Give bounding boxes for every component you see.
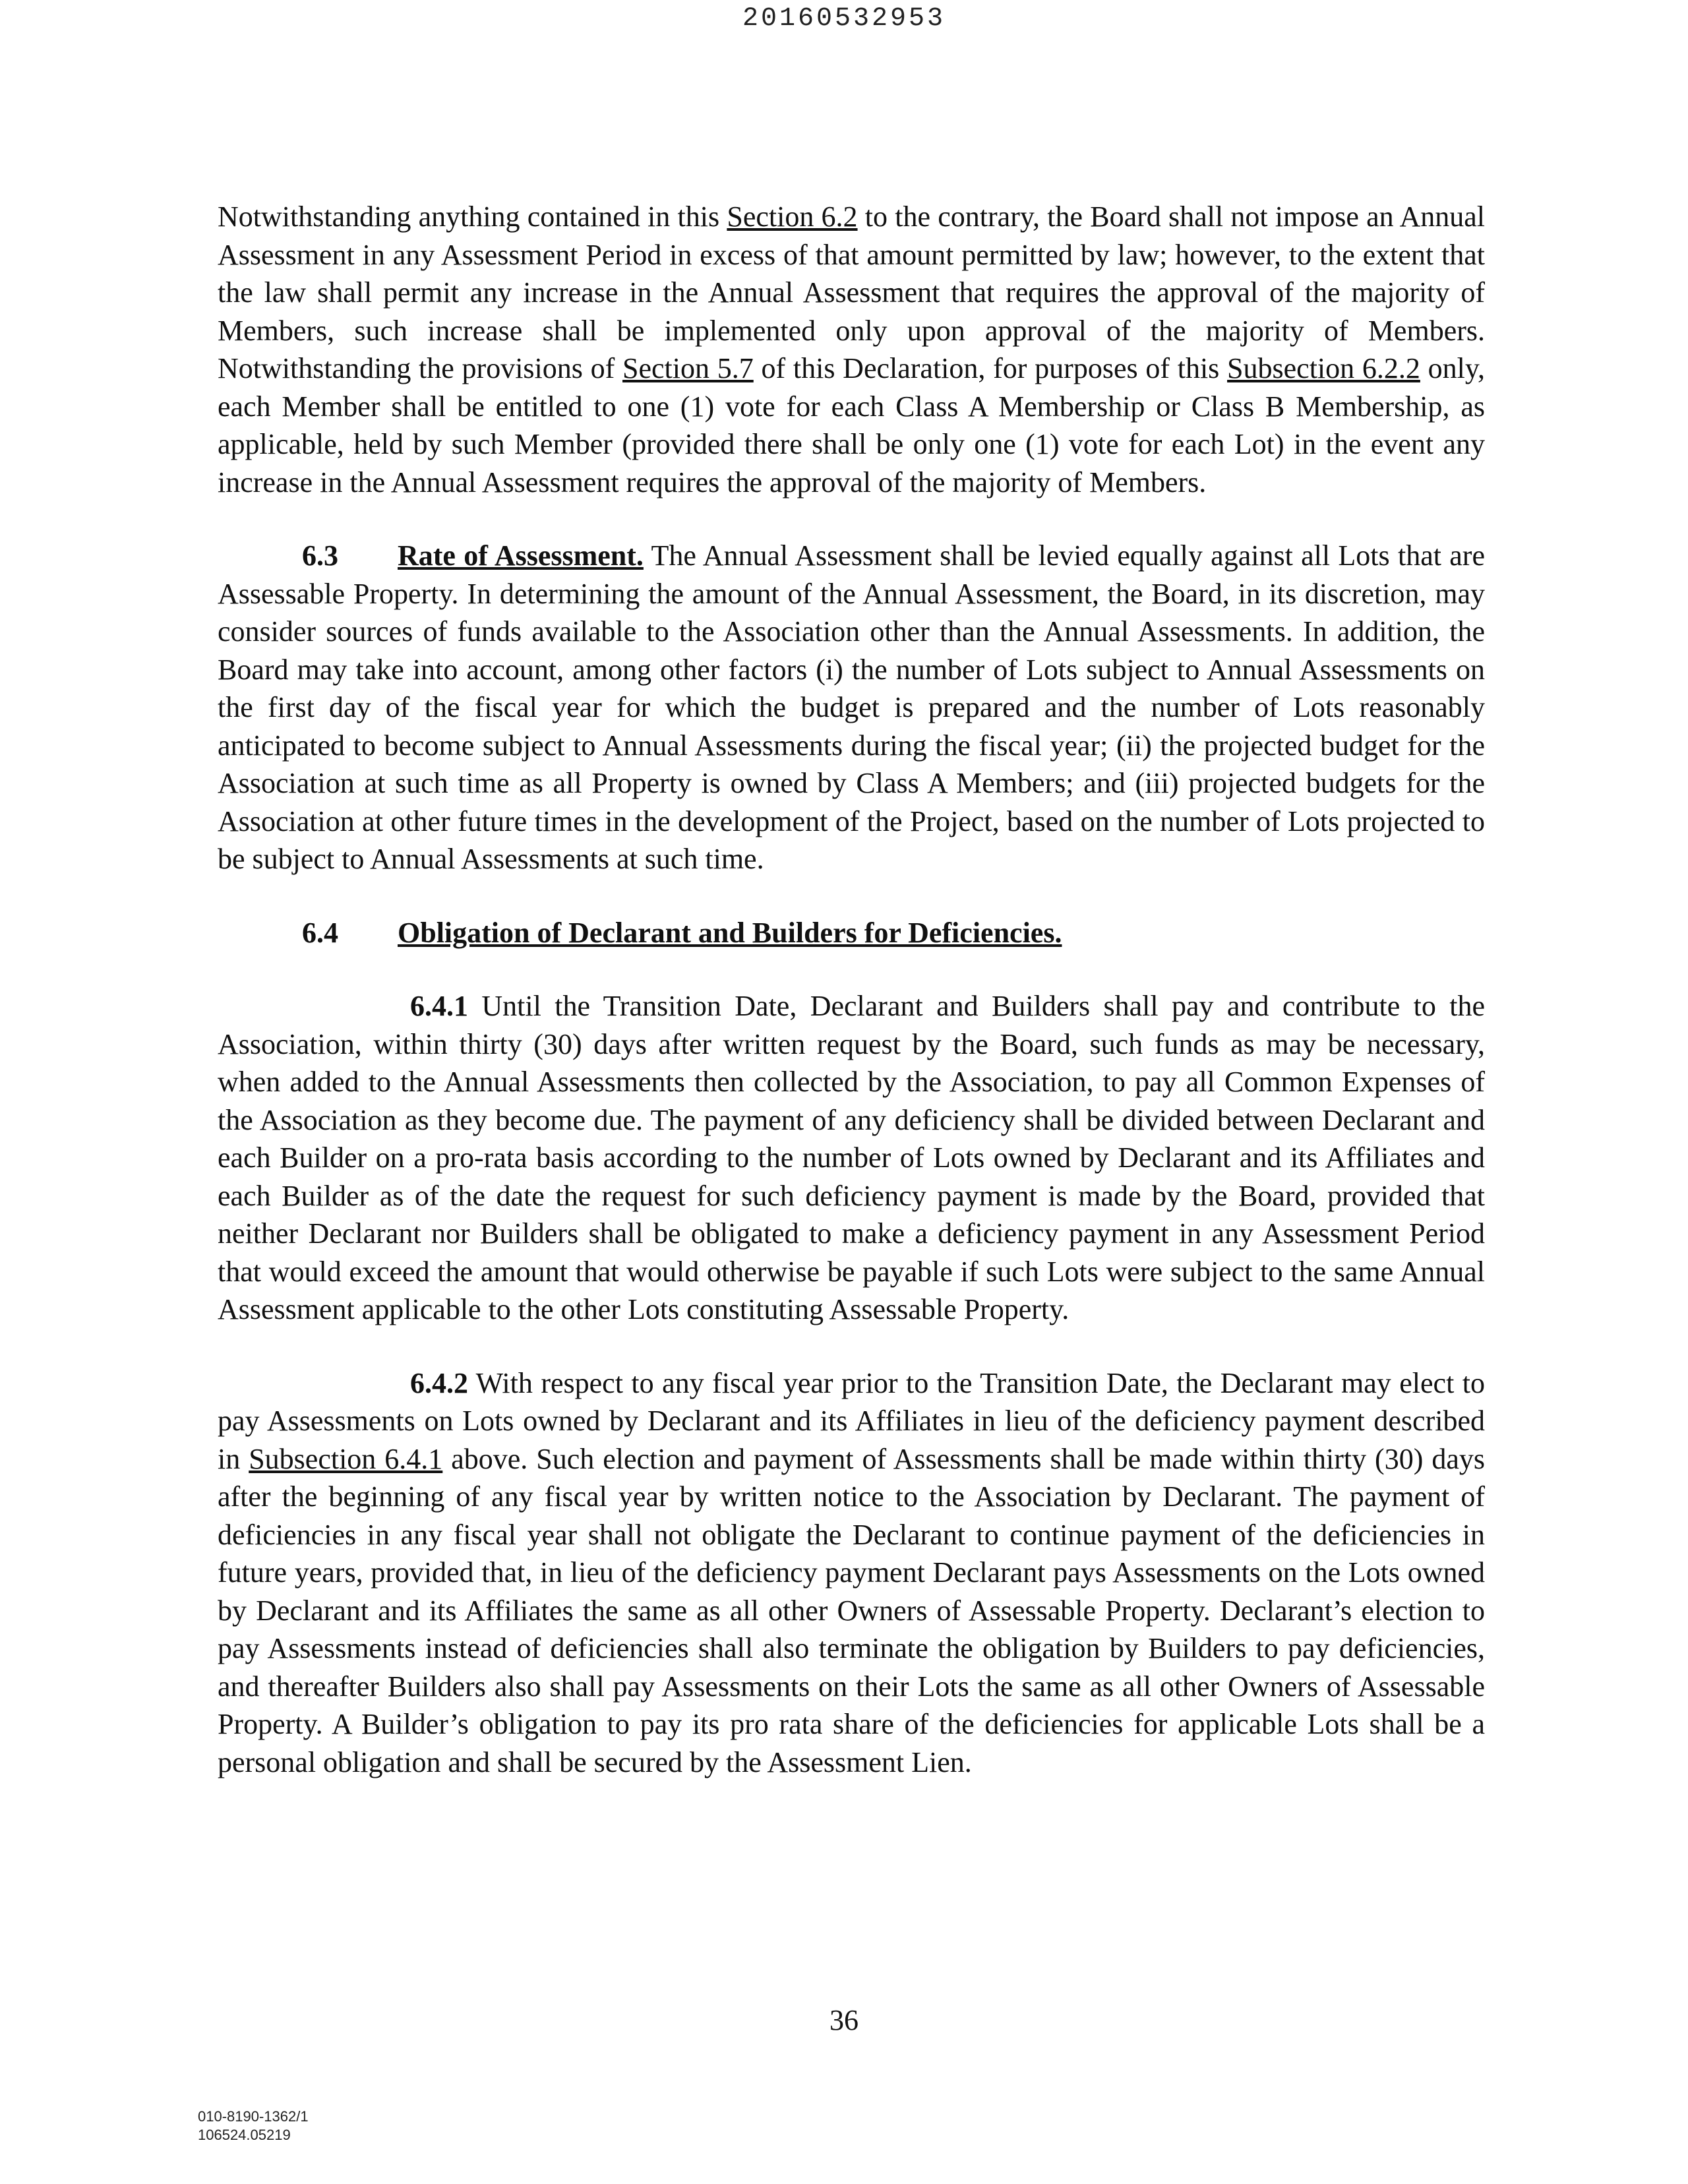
text-run: to the contrary, the Board shall not impose an Annual Assessment in any Assessment Period in excess of that amount permitted by law; however, to the extent that the law shall permit any increase in the Annual Assessment that requires the approval of the majority of Members, such increase shall be implemented only upon approval of the majority of Members. Notwithstanding the provisions of	[218, 200, 1485, 384]
paragraph-assessment-limit	[218, 198, 1485, 501]
section-reference: Subsection 6.2.2	[1227, 352, 1420, 384]
section-reference: Section 5.7	[622, 352, 754, 384]
page-number: 36	[829, 2004, 859, 2036]
section-reference: Subsection 6.4.1	[249, 1442, 443, 1475]
text-run: above. Such election and payment of Assessments shall be made within thirty (30) days after the beginning of any fiscal year by written notice to the Association by Declarant. The payment of deficiencies in any fiscal year shall not obligate the Declarant to continue payment of the deficiencies in future years, provided that, in lieu of the deficiency payment Declarant pays Assessments on the Lots owned by Declarant and its Affiliates the same as all other Owners of Assessable Property. Declarant’s election to pay Assessments instead of deficiencies shall also terminate the obligation by Builders to pay deficiencies, and thereafter Builders also shall pay Assessments on their Lots the same as all other Owners of Assessable Property. A Builder’s obligation to pay its pro rata share of the deficiencies for applicable Lots shall be a personal obligation and shall be secured by the Assessment Lien.	[218, 1442, 1485, 1778]
subsection-number: 6.4.2	[410, 1366, 468, 1399]
subsection-6-4-1	[218, 987, 1485, 1329]
document-body	[218, 198, 1485, 1781]
footer-document-codes	[198, 2108, 309, 2144]
text-run: only, each Member shall be entitled to one (1) vote for each Class A Membership or Class B Membership, as applicable, held by such Member (provided there shall be only one (1) vote for each Lot) in the event any increase in the Annual Assessment requires the approval of the majority of Members.	[218, 352, 1485, 499]
section-title: Obligation of Declarant and Builders for Deficiencies.	[398, 916, 1062, 949]
section-6-4-heading	[218, 914, 1485, 952]
section-number: 6.4	[302, 916, 338, 949]
text-run: With respect to any fiscal year prior to the Transition Date, the Declarant may elect to pay Assessments on Lots owned by Declarant and its Affiliates in lieu of the deficiency payment described in	[218, 1366, 1485, 1475]
text-run: of this Declaration, for purposes of this	[753, 352, 1228, 384]
subsection-text: Until the Transition Date, Declarant and Builders shall pay and contribute to the Association, within thirty (30) days after written request by the Board, such funds as may be necessary, when added to the Annual Assessments then collected by the Association, to pay all Common Expenses of the Association as they become due. The payment of any deficiency shall be divided between Declarant and each Builder on a pro-rata basis according to the number of Lots owned by Declarant and its Affiliates and each Builder as of the date the request for such deficiency payment is made by the Board, provided that neither Declarant nor Builders shall be obligated to make a deficiency payment in any Assessment Period that would exceed the amount that would otherwise be payable if such Lots were subject to the same Annual Assessment applicable to the other Lots constituting Assessable Property.	[218, 990, 1485, 1325]
subsection-6-4-2	[218, 1364, 1485, 1782]
section-text: The Annual Assessment shall be levied equally against all Lots that are Assessable Property. In determining the amount of the Annual Assessment, the Board, in its discretion, may consider sources of funds available to the Association other than the Annual Assessments. In addition, the Board may take into account, among other factors (i) the number of Lots subject to Annual Assessments on the first day of the fiscal year for which the budget is prepared and the number of Lots reasonably anticipated to become subject to Annual Assessments during the fiscal year; (ii) the projected budget for the Association at such time as all Property is owned by Class A Members; and (iii) projected budgets for the Association at other future times in the development of the Project, based on the number of Lots projected to be subject to Annual Assessments at such time.	[218, 539, 1485, 875]
footer-code-line: 010-8190-1362/1	[198, 2108, 309, 2125]
section-number: 6.3	[302, 539, 338, 572]
section-6-3	[218, 537, 1485, 878]
section-title: Rate of Assessment.	[398, 539, 644, 572]
section-reference: Section 6.2	[727, 200, 858, 233]
text-run: Notwithstanding anything contained in this	[218, 200, 727, 233]
document-number: 20160532953	[742, 4, 946, 34]
footer-code-line: 106524.05219	[198, 2127, 291, 2143]
subsection-number: 6.4.1	[410, 990, 468, 1022]
